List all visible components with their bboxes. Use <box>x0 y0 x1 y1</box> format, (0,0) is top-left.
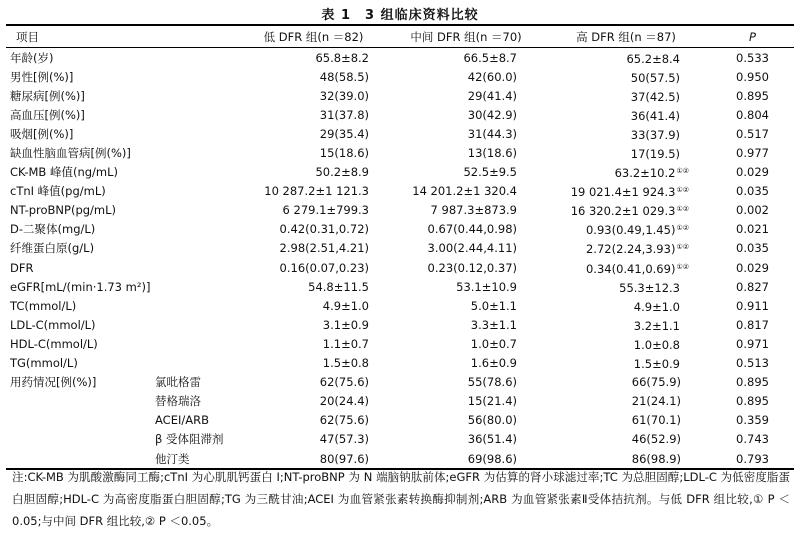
mid-dfr-value: 66.5±8.7 <box>463 50 517 65</box>
p-value: 0.029 <box>736 260 769 275</box>
table-row <box>6 430 794 449</box>
drug-group-label: 用药情况[例(%)] <box>10 375 97 390</box>
mid-dfr-value: 3.3±1.1 <box>470 317 517 332</box>
row-label: TG(mmol/L) <box>10 356 78 371</box>
high-dfr-value: 55.3±12.3 <box>619 280 680 295</box>
p-value: 0.533 <box>736 50 769 65</box>
row-label: 纤维蛋白原(g/L) <box>10 241 95 256</box>
high-dfr-value: 16 320.2±1 029.3 <box>570 204 676 219</box>
header-p: P <box>749 29 756 44</box>
high-dfr-cell <box>541 315 711 334</box>
row-label: 年龄(岁) <box>10 50 54 65</box>
p-value: 0.513 <box>736 356 769 371</box>
p-value: 0.035 <box>736 241 769 256</box>
high-dfr-cell <box>541 296 711 315</box>
table-row <box>6 392 794 411</box>
high-dfr-value: 33(37.9) <box>630 127 680 142</box>
high-dfr-cell <box>541 48 711 68</box>
table-row <box>6 163 794 182</box>
low-dfr-value: 10 287.2±1 121.3 <box>264 184 369 199</box>
mid-dfr-value: 14 201.2±1 320.4 <box>412 184 517 199</box>
drug-label: 氯吡格雷 <box>155 375 201 390</box>
high-dfr-value: 2.72(2.24,3.93) <box>585 242 676 257</box>
low-dfr-value: 62(75.6) <box>319 413 369 428</box>
low-dfr-value: 1.5±0.8 <box>322 356 369 371</box>
significance-marker: ①② <box>676 243 689 252</box>
table-row <box>6 315 794 334</box>
low-dfr-value: 29(35.4) <box>319 126 369 141</box>
low-dfr-value: 48(58.5) <box>319 69 369 84</box>
low-dfr-value: 6 279.1±799.3 <box>282 203 369 218</box>
p-value: 0.002 <box>736 203 769 218</box>
table-caption: 表 1 3 组临床资料比较 <box>321 8 479 23</box>
row-label: 吸烟[例(%)] <box>10 126 74 141</box>
p-value: 0.817 <box>736 317 769 332</box>
p-value: 0.971 <box>736 336 769 351</box>
significance-marker: ①② <box>676 224 689 233</box>
high-dfr-value: 19 021.4±1 924.3 <box>570 185 676 200</box>
low-dfr-value: 47(57.3) <box>319 432 369 447</box>
low-dfr-value: 32(39.0) <box>319 88 369 103</box>
table-row <box>6 277 794 296</box>
p-value: 0.977 <box>736 146 769 161</box>
low-dfr-value: 0.42(0.31,0.72) <box>279 222 369 237</box>
drug-label: ACEI/ARB <box>155 413 209 428</box>
mid-dfr-value: 15(21.4) <box>467 394 517 409</box>
high-dfr-value: 86(98.9) <box>631 451 681 466</box>
high-dfr-cell <box>541 86 711 105</box>
significance-marker: ①② <box>676 186 689 195</box>
table-row <box>6 124 794 143</box>
high-dfr-cell <box>541 354 711 373</box>
mid-dfr-value: 53.1±10.9 <box>456 279 517 294</box>
table-row <box>6 354 794 373</box>
mid-dfr-value: 69(98.6) <box>467 451 517 466</box>
table-row <box>6 182 794 201</box>
table-row <box>6 86 794 105</box>
header-mid-dfr: 中间 DFR 组(n ＝70) <box>410 29 522 44</box>
high-dfr-cell <box>541 201 711 220</box>
p-value: 0.895 <box>736 375 769 390</box>
row-label: LDL-C(mmol/L) <box>10 317 96 332</box>
row-label: 缺血性脑血管病[例(%)] <box>10 146 131 161</box>
high-dfr-value: 21(24.1) <box>631 394 681 409</box>
table-row <box>6 411 794 430</box>
table-footnote: 注:CK-MB 为肌酸激酶同工酶;cTnI 为心肌肌钙蛋白 I;NT-proBNP 为 N 端脑钠肽前体;eGFR 为估算的肾小球滤过率;TC 为总胆固醇;LDL-C 为低密度脂蛋白胆固醇;HDL-C 为高密度脂蛋白胆固醇;TG 为三酰甘油;ACEI 为血管紧张素转换酶抑制剂;ARB 为血管紧张素Ⅱ受体拮抗剂。与低 DFR 组比较,① P ＜0.05;与中间 DFR 组比较,② P ＜0.05。 <box>12 470 790 528</box>
high-dfr-cell <box>541 334 711 353</box>
table-row <box>6 220 794 239</box>
low-dfr-value: 1.1±0.7 <box>322 336 369 351</box>
mid-dfr-value: 29(41.4) <box>467 88 517 103</box>
mid-dfr-value: 7 987.3±873.9 <box>430 203 517 218</box>
p-value: 0.911 <box>736 298 769 313</box>
table-row <box>6 334 794 353</box>
header-item: 项目 <box>16 29 39 44</box>
p-value: 0.827 <box>736 279 769 294</box>
header-high-dfr: 高 DFR 组(n ＝87) <box>576 29 676 44</box>
table-row <box>6 67 794 86</box>
drug-group-spacer <box>6 430 141 449</box>
mid-dfr-value: 13(18.6) <box>467 146 517 161</box>
significance-marker: ①② <box>676 167 689 176</box>
high-dfr-value: 65.2±8.4 <box>626 51 680 66</box>
low-dfr-value: 65.8±8.2 <box>315 50 369 65</box>
table-row <box>6 105 794 124</box>
mid-dfr-value: 56(80.0) <box>467 413 517 428</box>
low-dfr-value: 15(18.6) <box>319 146 369 161</box>
table-row <box>6 296 794 315</box>
low-dfr-value: 54.8±11.5 <box>308 279 369 294</box>
p-value: 0.021 <box>736 222 769 237</box>
row-label: HDL-C(mmol/L) <box>10 336 98 351</box>
low-dfr-value: 31(37.8) <box>319 107 369 122</box>
mid-dfr-value: 0.67(0.44,0.98) <box>427 222 517 237</box>
high-dfr-cell <box>541 182 711 201</box>
mid-dfr-value: 55(78.6) <box>467 375 517 390</box>
row-label: 高血压[例(%)] <box>10 107 85 122</box>
p-value: 0.804 <box>736 107 769 122</box>
p-value: 0.895 <box>736 394 769 409</box>
high-dfr-cell <box>541 258 711 277</box>
row-label: DFR <box>10 260 34 275</box>
table-row <box>6 239 794 258</box>
high-dfr-cell <box>541 220 711 239</box>
mid-dfr-value: 1.6±0.9 <box>470 356 517 371</box>
table-row <box>6 143 794 162</box>
row-label: TC(mmol/L) <box>10 298 77 313</box>
row-label: cTnI 峰值(pg/mL) <box>10 184 106 199</box>
mid-dfr-value: 52.5±9.5 <box>463 165 517 180</box>
low-dfr-value: 80(97.6) <box>319 451 369 466</box>
high-dfr-cell <box>541 143 711 162</box>
high-dfr-value: 63.2±10.2 <box>614 166 676 181</box>
p-value: 0.743 <box>736 432 769 447</box>
drug-label: β 受体阻滞剂 <box>155 432 224 447</box>
high-dfr-value: 4.9±1.0 <box>633 299 680 314</box>
high-dfr-value: 66(75.9) <box>631 375 681 390</box>
low-dfr-value: 20(24.4) <box>319 394 369 409</box>
mid-dfr-value: 1.0±0.7 <box>470 336 517 351</box>
p-value: 0.895 <box>736 88 769 103</box>
p-value: 0.517 <box>736 126 769 141</box>
drug-group-spacer <box>6 392 141 411</box>
table-row <box>6 258 794 277</box>
low-dfr-value: 2.98(2.51,4.21) <box>279 241 369 256</box>
high-dfr-cell <box>541 67 711 86</box>
high-dfr-value: 36(41.4) <box>630 108 680 123</box>
mid-dfr-value: 36(51.4) <box>467 432 517 447</box>
clinical-data-table <box>6 24 794 470</box>
high-dfr-value: 61(70.1) <box>631 413 681 428</box>
mid-dfr-value: 42(60.0) <box>467 69 517 84</box>
low-dfr-value: 4.9±1.0 <box>322 298 369 313</box>
high-dfr-value: 1.5±0.9 <box>633 357 680 372</box>
high-dfr-cell <box>541 124 711 143</box>
high-dfr-value: 17(19.5) <box>630 147 680 162</box>
high-dfr-value: 0.34(0.41,0.69) <box>585 261 676 276</box>
mid-dfr-value: 0.23(0.12,0.37) <box>427 260 517 275</box>
high-dfr-cell <box>541 277 711 296</box>
table-header-row <box>6 25 794 48</box>
row-label: 糖尿病[例(%)] <box>10 88 85 103</box>
high-dfr-value: 1.0±0.8 <box>633 337 680 352</box>
p-value: 0.793 <box>736 451 769 466</box>
row-label: CK-MB 峰值(ng/mL) <box>10 165 119 180</box>
p-value: 0.029 <box>736 165 769 180</box>
low-dfr-value: 50.2±8.9 <box>315 165 369 180</box>
low-dfr-value: 3.1±0.9 <box>322 317 369 332</box>
mid-dfr-value: 31(44.3) <box>467 126 517 141</box>
mid-dfr-value: 3.00(2.44,4.11) <box>427 241 517 256</box>
mid-dfr-value: 5.0±1.1 <box>470 298 517 313</box>
table-row <box>6 201 794 220</box>
high-dfr-cell <box>541 105 711 124</box>
row-label: eGFR[mL/(min·1.73 m²)] <box>10 279 151 294</box>
header-low-dfr: 低 DFR 组(n ＝82) <box>263 29 364 44</box>
significance-marker: ①② <box>676 262 689 271</box>
p-value: 0.950 <box>736 69 769 84</box>
table-row <box>6 373 794 392</box>
row-label: NT-proBNP(pg/mL) <box>10 203 117 218</box>
high-dfr-cell <box>541 239 711 258</box>
high-dfr-value: 3.2±1.1 <box>633 318 680 333</box>
row-label: 男性[例(%)] <box>10 69 74 84</box>
p-value: 0.035 <box>736 184 769 199</box>
low-dfr-value: 62(75.6) <box>319 375 369 390</box>
table-row <box>6 48 794 68</box>
high-dfr-value: 50(57.5) <box>630 70 680 85</box>
high-dfr-cell <box>541 163 711 182</box>
high-dfr-value: 46(52.9) <box>631 432 681 447</box>
significance-marker: ①② <box>676 205 689 214</box>
drug-group-spacer <box>6 411 141 430</box>
row-label: D-二聚体(mg/L) <box>10 222 96 237</box>
drug-label: 替格瑞洛 <box>155 394 201 409</box>
low-dfr-value: 0.16(0.07,0.23) <box>279 260 369 275</box>
mid-dfr-value: 30(42.9) <box>467 107 517 122</box>
high-dfr-value: 37(42.5) <box>630 89 680 104</box>
drug-label: 他汀类 <box>155 451 190 466</box>
p-value: 0.359 <box>736 413 769 428</box>
high-dfr-value: 0.93(0.49,1.45) <box>585 223 676 238</box>
